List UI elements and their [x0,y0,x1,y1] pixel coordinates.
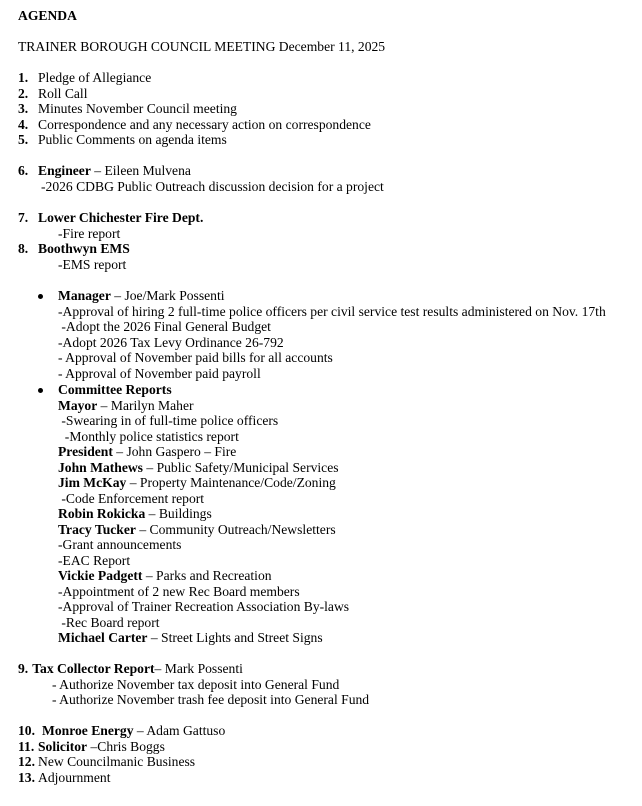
bullet-icon [38,388,43,393]
tax-note: - Authorize November trash fee deposit into General Fund [52,692,370,707]
tax-line [18,661,243,677]
item-number: 1. [18,70,29,85]
item-number: 12. [18,754,35,769]
committee-line: Tracy Tucker – Community Outreach/Newsletters [58,522,336,537]
manager-note: -Approval of hiring 2 full-time police officers per civil service test results administered on Nov. 17th [58,304,606,319]
item-number: 10. [18,723,35,738]
closing-line: Solicitor –Chris Boggs [38,739,165,754]
engineer-line [38,163,191,179]
item-text: Minutes November Council meeting [38,101,237,116]
manager-note: - Approval of November paid bills for all accounts [58,350,333,365]
committee-line: John Mathews – Public Safety/Municipal Services [58,460,339,475]
committee-line: -EAC Report [58,553,131,568]
item-number: 2. [18,86,29,101]
ems-note: -EMS report [58,257,127,272]
committee-label: Committee Reports [58,382,172,397]
item-number: 6. [18,163,29,178]
item-text: Public Comments on agenda items [38,132,227,147]
tax-note: - Authorize November tax deposit into General Fund [52,677,340,692]
item-number: 11. [18,739,35,754]
committee-line: -Swearing in of full-time police officers [58,413,279,428]
item-number: 4. [18,117,29,132]
item-text: Pledge of Allegiance [38,70,152,85]
committee-line: -Code Enforcement report [58,491,205,506]
closing-line: Monroe Energy – Adam Gattuso [42,723,226,738]
meeting-title: TRAINER BOROUGH COUNCIL MEETING December 11, 2025 [18,39,386,54]
item-number: 8. [18,241,29,256]
manager-note: - Approval of November paid payroll [58,366,261,381]
committee-line: -Grant announcements [58,537,182,552]
ems-label: Boothwyn EMS [38,241,130,256]
item-text: Roll Call [38,86,88,101]
engineer-note: -2026 CDBG Public Outreach discussion decision for a project [41,179,384,194]
committee-line: -Appointment of 2 new Rec Board members [58,584,300,599]
closing-line: Adjournment [38,770,111,785]
engineer-name: – Eileen Mulvena [90,163,191,178]
agenda-title: AGENDA [18,8,77,23]
manager-line [58,288,225,304]
committee-line: Jim McKay – Property Maintenance/Code/Zoning [58,475,336,490]
bullet-icon [38,294,43,299]
manager-note: -Adopt the 2026 Final General Budget [58,319,271,334]
item-number: 5. [18,132,29,147]
committee-line: -Approval of Trainer Recreation Association By-laws [58,599,350,614]
item-text: Correspondence and any necessary action on correspondence [38,117,371,132]
manager-note: -Adopt 2026 Tax Levy Ordinance 26-792 [58,335,284,350]
fire-note: -Fire report [58,226,121,241]
committee-line: Vickie Padgett – Parks and Recreation [58,568,272,583]
closing-line: New Councilmanic Business [38,754,196,769]
item-number: 3. [18,101,29,116]
committee-line: -Rec Board report [58,615,160,630]
item-number: 7. [18,210,29,225]
item-number: 9. [18,661,29,676]
committee-line: -Monthly police statistics report [58,429,239,444]
manager-name: – Joe/Mark Possenti [110,288,225,303]
item-number: 13. [18,770,35,785]
committee-line: Michael Carter – Street Lights and Street Signs [58,630,323,645]
manager-label: Manager [58,288,111,303]
committee-line: Mayor – Marilyn Maher [58,398,194,413]
committee-line: Robin Rokicka – Buildings [58,506,212,521]
committee-line: President – John Gaspero – Fire [58,444,237,459]
tax-name: – Mark Possenti [154,661,243,676]
tax-label: Tax Collector Report [32,661,155,676]
fire-label: Lower Chichester Fire Dept. [38,210,204,225]
engineer-label: Engineer [38,163,91,178]
